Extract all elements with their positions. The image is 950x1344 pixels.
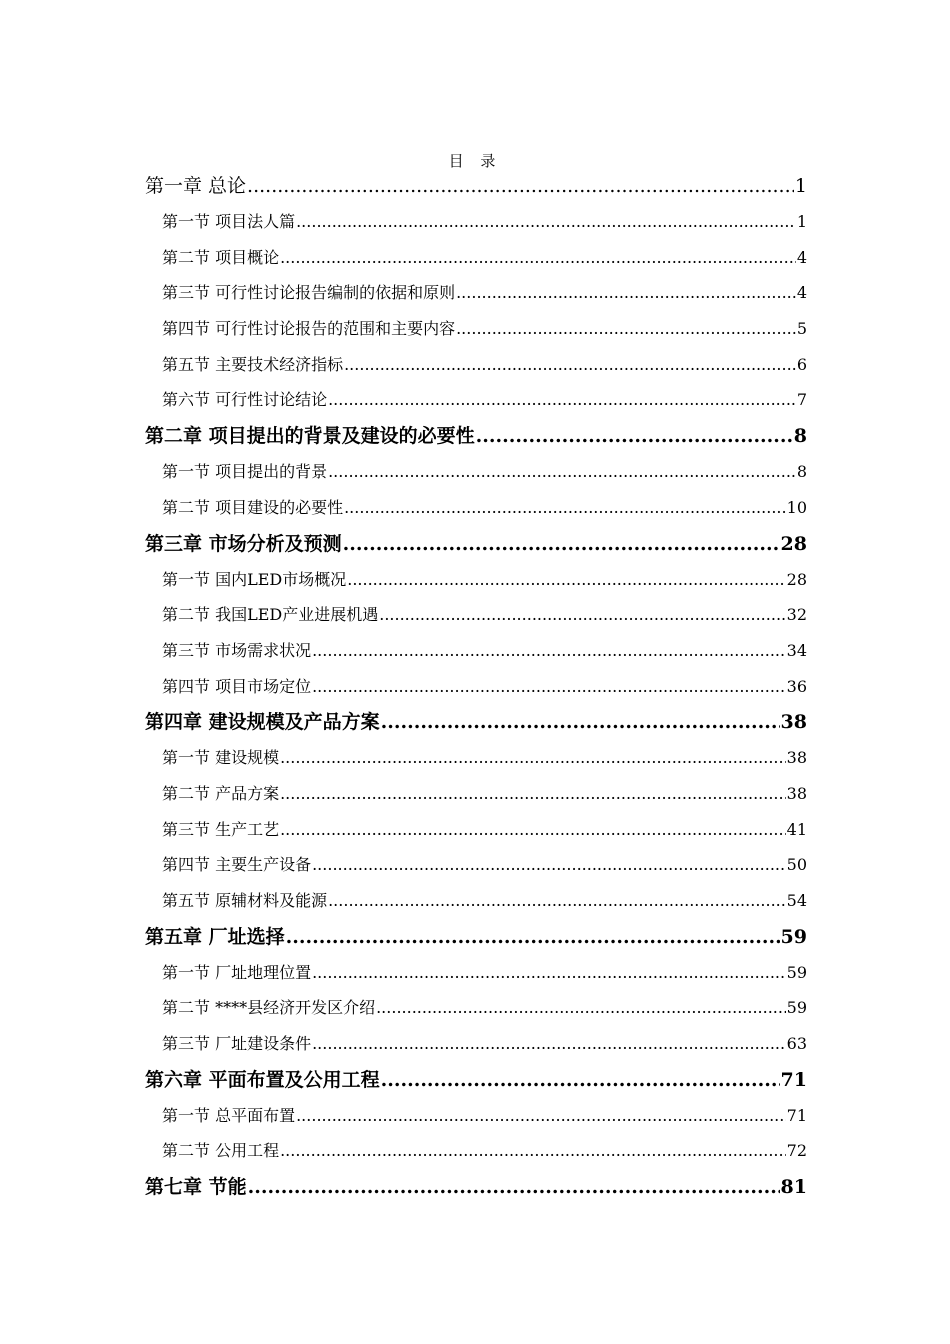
toc-page-number: 59 <box>786 962 807 982</box>
toc-section-entry[interactable] <box>145 812 807 848</box>
toc-entry-label: 第一节 厂址地理位置 <box>162 962 312 982</box>
toc-entry-label: 第一节 国内LED市场概况 <box>162 569 347 589</box>
dot-leader <box>456 311 796 347</box>
dot-leader <box>280 740 786 776</box>
toc-chapter-entry[interactable] <box>145 526 807 562</box>
dot-leader <box>280 240 796 276</box>
toc-page-number: 6 <box>796 354 807 374</box>
toc-entry-label: 第三节 生产工艺 <box>162 819 280 839</box>
toc-page-number: 4 <box>796 247 807 267</box>
dot-leader <box>347 562 785 598</box>
toc-entry-label: 第二节 公用工程 <box>162 1141 280 1161</box>
toc-page-number: 59 <box>786 998 807 1018</box>
toc-page-number: 8 <box>793 425 807 448</box>
dot-leader <box>286 919 780 955</box>
toc-section-entry[interactable] <box>145 633 807 669</box>
toc-section-entry[interactable] <box>145 597 807 633</box>
toc-page-number: 81 <box>780 1176 807 1199</box>
toc-section-entry[interactable] <box>145 1026 807 1062</box>
dot-leader <box>280 1133 786 1169</box>
toc-chapter-entry[interactable] <box>145 704 807 740</box>
toc-entry-label: 第六节 可行性讨论结论 <box>162 390 328 410</box>
toc-section-entry[interactable] <box>145 204 807 240</box>
toc-entry-label: 第二节 项目建设的必要性 <box>162 497 344 517</box>
toc-page-number: 63 <box>786 1034 807 1054</box>
toc-page-number: 5 <box>796 319 807 339</box>
toc-chapter-entry[interactable] <box>145 1169 807 1205</box>
toc-entry-label: 第二章 项目提出的背景及建设的必要性 <box>145 425 475 448</box>
toc-section-entry[interactable] <box>145 490 807 526</box>
toc-chapter-entry[interactable] <box>145 919 807 955</box>
dot-leader <box>328 454 796 490</box>
toc-entry-label: 第一节 项目提出的背景 <box>162 462 328 482</box>
dot-leader <box>312 633 786 669</box>
toc-page-number: 71 <box>780 1068 807 1091</box>
toc-page-number: 36 <box>786 676 807 696</box>
toc-entry-label: 第六章 平面布置及公用工程 <box>145 1068 380 1091</box>
dot-leader <box>328 382 796 418</box>
dot-leader <box>476 418 793 454</box>
toc-entry-label: 第四节 可行性讨论报告的范围和主要内容 <box>162 319 456 339</box>
toc-section-entry[interactable] <box>145 275 807 311</box>
toc-entry-label: 第一节 总平面布置 <box>162 1105 296 1125</box>
toc-entry-label: 第二节 项目概论 <box>162 247 280 267</box>
dot-leader <box>296 204 796 240</box>
toc-page-number: 38 <box>786 748 807 768</box>
toc-page-number: 34 <box>786 640 807 660</box>
dot-leader <box>343 526 780 562</box>
toc-page-number: 38 <box>780 711 807 734</box>
dot-leader <box>280 776 786 812</box>
toc-entry-label: 第二节 ****县经济开发区介绍 <box>162 998 376 1018</box>
toc-chapter-entry[interactable] <box>145 418 807 454</box>
dot-leader <box>312 847 786 883</box>
toc-entry-label: 第五节 主要技术经济指标 <box>162 354 344 374</box>
toc-chapter-entry[interactable] <box>145 1062 807 1098</box>
toc-entry-label: 第三节 市场需求状况 <box>162 640 312 660</box>
toc-page-number: 8 <box>796 462 807 482</box>
toc-page-number: 28 <box>780 532 807 555</box>
toc-section-entry[interactable] <box>145 776 807 812</box>
toc-section-entry[interactable] <box>145 1133 807 1169</box>
toc-section-entry[interactable] <box>145 847 807 883</box>
toc-entry-label: 第一节 建设规模 <box>162 748 280 768</box>
dot-leader <box>456 275 796 311</box>
toc-entry-label: 第四章 建设规模及产品方案 <box>145 711 380 734</box>
toc-entry-label: 第一节 项目法人篇 <box>162 212 296 231</box>
toc-page-number: 32 <box>786 605 807 625</box>
toc-chapter-entry[interactable] <box>145 168 807 204</box>
dot-leader <box>248 1169 780 1205</box>
dot-leader <box>381 1062 780 1098</box>
toc-page-number: 4 <box>796 283 807 303</box>
toc-section-entry[interactable] <box>145 955 807 991</box>
dot-leader <box>376 990 786 1026</box>
toc-entry-label: 第五节 原辅材料及能源 <box>162 891 328 910</box>
toc-entry-label: 第二节 产品方案 <box>162 783 280 803</box>
dot-leader <box>344 347 796 383</box>
dot-leader <box>280 812 786 848</box>
toc-entry-label: 第七章 节能 <box>145 1176 247 1199</box>
toc-title: 目 录 <box>448 152 502 170</box>
toc-section-entry[interactable] <box>145 883 807 919</box>
toc-section-entry[interactable] <box>145 562 807 598</box>
dot-leader <box>381 704 780 740</box>
toc-entry-label: 第二节 我国LED产业进展机遇 <box>162 605 379 625</box>
dot-leader <box>312 669 786 705</box>
toc-page-number: 28 <box>786 569 807 589</box>
toc-entry-label: 第一章 总论 <box>145 175 247 197</box>
toc-section-entry[interactable] <box>145 454 807 490</box>
toc-page-number: 72 <box>786 1141 807 1161</box>
toc-entry-label: 第四节 项目市场定位 <box>162 676 312 696</box>
dot-leader <box>312 955 786 991</box>
toc-entry-label: 第五章 厂址选择 <box>145 925 285 948</box>
dot-leader <box>379 597 785 633</box>
dot-leader <box>247 168 794 204</box>
toc-entry-label: 第四节 主要生产设备 <box>162 855 312 875</box>
toc-entry-label: 第三节 可行性讨论报告编制的依据和原则 <box>162 283 456 303</box>
toc-section-entry[interactable] <box>145 740 807 776</box>
toc-page-number: 50 <box>786 855 807 875</box>
dot-leader <box>312 1026 786 1062</box>
toc-section-entry[interactable] <box>145 669 807 705</box>
toc-page-number: 59 <box>780 925 807 948</box>
toc-section-entry[interactable] <box>145 1098 807 1134</box>
toc-entry-label: 第三节 厂址建设条件 <box>162 1034 312 1054</box>
toc-section-entry[interactable] <box>145 382 807 418</box>
toc-section-entry[interactable] <box>145 311 807 347</box>
toc-section-entry[interactable] <box>145 347 807 383</box>
dot-leader <box>344 490 786 526</box>
dot-leader <box>296 1098 786 1134</box>
dot-leader <box>328 883 786 919</box>
toc-page-number: 54 <box>786 891 807 910</box>
toc-page-number: 7 <box>796 390 807 410</box>
toc-entry-label: 第三章 市场分析及预测 <box>145 532 342 555</box>
toc-section-entry[interactable] <box>145 240 807 276</box>
toc-page-number: 38 <box>786 783 807 803</box>
toc-section-entry[interactable] <box>145 990 807 1026</box>
toc-page-number: 1 <box>796 212 807 231</box>
toc-page-number: 10 <box>786 497 807 517</box>
toc-page-number: 41 <box>786 819 807 839</box>
toc-page-number: 71 <box>786 1105 807 1125</box>
toc-page-number: 1 <box>794 175 807 197</box>
table-of-contents <box>145 168 807 1205</box>
